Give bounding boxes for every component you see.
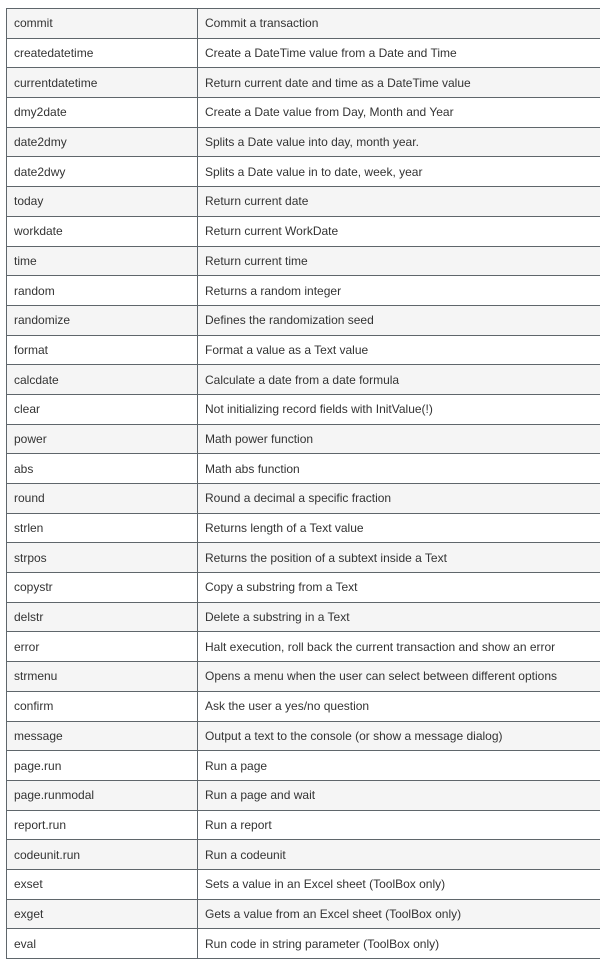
function-name-cell: message <box>7 721 198 751</box>
function-name-cell: abs <box>7 454 198 484</box>
function-name-cell: dmy2date <box>7 98 198 128</box>
table-row <box>7 751 600 781</box>
table-row <box>7 365 600 395</box>
function-name-cell: power <box>7 424 198 454</box>
function-name-cell: strlen <box>7 513 198 543</box>
function-description-cell: Halt execution, roll back the current transaction and show an error <box>198 632 600 662</box>
function-name-cell: exget <box>7 899 198 929</box>
function-description-cell: Run a page <box>198 751 600 781</box>
table-row <box>7 276 600 306</box>
table-row <box>7 157 600 187</box>
functions-table <box>6 8 600 959</box>
function-description-cell: Ask the user a yes/no question <box>198 691 600 721</box>
function-name-cell: error <box>7 632 198 662</box>
function-description-cell: Math abs function <box>198 454 600 484</box>
table-row <box>7 691 600 721</box>
table-row <box>7 513 600 543</box>
table-row <box>7 38 600 68</box>
table-row <box>7 543 600 573</box>
table-row <box>7 68 600 98</box>
function-description-cell: Delete a substring in a Text <box>198 602 600 632</box>
table-row <box>7 484 600 514</box>
function-description-cell: Splits a Date value into day, month year. <box>198 127 600 157</box>
table-row <box>7 9 600 39</box>
functions-table-container <box>6 8 600 959</box>
table-row <box>7 662 600 692</box>
table-row <box>7 127 600 157</box>
table-row <box>7 929 600 959</box>
table-row <box>7 216 600 246</box>
table-row <box>7 602 600 632</box>
function-description-cell: Returns length of a Text value <box>198 513 600 543</box>
function-name-cell: strmenu <box>7 662 198 692</box>
function-name-cell: report.run <box>7 810 198 840</box>
function-description-cell: Return current date <box>198 187 600 217</box>
function-name-cell: page.run <box>7 751 198 781</box>
table-row <box>7 869 600 899</box>
function-description-cell: Create a DateTime value from a Date and Time <box>198 38 600 68</box>
table-row <box>7 98 600 128</box>
table-row <box>7 573 600 603</box>
function-description-cell: Gets a value from an Excel sheet (ToolBox only) <box>198 899 600 929</box>
function-name-cell: eval <box>7 929 198 959</box>
function-description-cell: Not initializing record fields with InitValue(!) <box>198 394 600 424</box>
function-description-cell: Return current date and time as a DateTime value <box>198 68 600 98</box>
function-description-cell: Output a text to the console (or show a message dialog) <box>198 721 600 751</box>
function-name-cell: random <box>7 276 198 306</box>
function-name-cell: randomize <box>7 305 198 335</box>
function-description-cell: Run a page and wait <box>198 780 600 810</box>
table-row <box>7 305 600 335</box>
table-row <box>7 246 600 276</box>
function-name-cell: createdatetime <box>7 38 198 68</box>
function-name-cell: strpos <box>7 543 198 573</box>
table-row <box>7 899 600 929</box>
function-name-cell: workdate <box>7 216 198 246</box>
function-name-cell: delstr <box>7 602 198 632</box>
table-row <box>7 810 600 840</box>
function-description-cell: Opens a menu when the user can select between different options <box>198 662 600 692</box>
table-row <box>7 424 600 454</box>
table-row <box>7 187 600 217</box>
function-name-cell: date2dmy <box>7 127 198 157</box>
function-name-cell: commit <box>7 9 198 39</box>
function-name-cell: round <box>7 484 198 514</box>
functions-table-body <box>7 9 600 959</box>
function-description-cell: Run code in string parameter (ToolBox only) <box>198 929 600 959</box>
function-description-cell: Returns a random integer <box>198 276 600 306</box>
function-name-cell: currentdatetime <box>7 68 198 98</box>
table-row <box>7 840 600 870</box>
function-description-cell: Run a codeunit <box>198 840 600 870</box>
function-name-cell: clear <box>7 394 198 424</box>
function-description-cell: Calculate a date from a date formula <box>198 365 600 395</box>
function-name-cell: calcdate <box>7 365 198 395</box>
function-name-cell: format <box>7 335 198 365</box>
function-description-cell: Sets a value in an Excel sheet (ToolBox only) <box>198 869 600 899</box>
function-description-cell: Returns the position of a subtext inside a Text <box>198 543 600 573</box>
function-description-cell: Return current time <box>198 246 600 276</box>
table-row <box>7 780 600 810</box>
function-description-cell: Create a Date value from Day, Month and Year <box>198 98 600 128</box>
function-name-cell: exset <box>7 869 198 899</box>
function-description-cell: Defines the randomization seed <box>198 305 600 335</box>
function-description-cell: Return current WorkDate <box>198 216 600 246</box>
function-name-cell: time <box>7 246 198 276</box>
function-description-cell: Format a value as a Text value <box>198 335 600 365</box>
function-name-cell: codeunit.run <box>7 840 198 870</box>
table-row <box>7 335 600 365</box>
table-row <box>7 721 600 751</box>
function-name-cell: page.runmodal <box>7 780 198 810</box>
function-description-cell: Copy a substring from a Text <box>198 573 600 603</box>
function-name-cell: confirm <box>7 691 198 721</box>
function-name-cell: copystr <box>7 573 198 603</box>
table-row <box>7 454 600 484</box>
function-description-cell: Run a report <box>198 810 600 840</box>
function-name-cell: today <box>7 187 198 217</box>
function-description-cell: Math power function <box>198 424 600 454</box>
function-description-cell: Commit a transaction <box>198 9 600 39</box>
table-row <box>7 394 600 424</box>
function-description-cell: Round a decimal a specific fraction <box>198 484 600 514</box>
function-description-cell: Splits a Date value in to date, week, year <box>198 157 600 187</box>
function-name-cell: date2dwy <box>7 157 198 187</box>
table-row <box>7 632 600 662</box>
